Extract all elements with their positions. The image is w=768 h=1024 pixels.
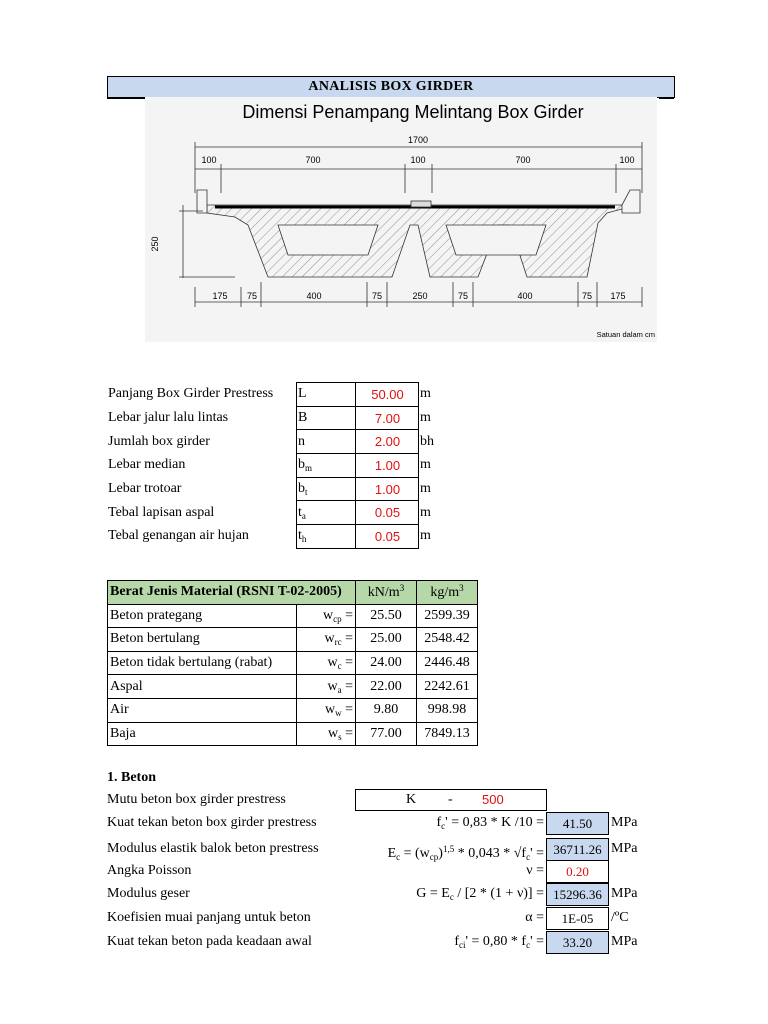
- param-unit: m: [420, 410, 431, 426]
- param-value[interactable]: 1.00: [356, 454, 419, 478]
- param-symbol: $b_t$: [297, 477, 356, 501]
- param-row: [107, 501, 450, 525]
- material-symbol: $w_{rc}$ =: [297, 628, 356, 652]
- beton-value[interactable]: 36711.26: [546, 838, 609, 861]
- param-label: Lebar jalur lalu lintas: [108, 410, 229, 426]
- beton-row: [107, 812, 707, 834]
- dim-top-4: 700: [515, 155, 531, 165]
- beton-unit: MPa: [611, 815, 638, 830]
- material-kg: 2548.42: [417, 628, 478, 652]
- material-row: [108, 722, 478, 746]
- cross-section-drawing: [145, 97, 657, 342]
- param-unit: m: [420, 457, 431, 473]
- material-kg: 2599.39: [417, 604, 478, 628]
- beton-row: [107, 931, 707, 953]
- param-value[interactable]: 0.05: [356, 501, 419, 525]
- beton-value[interactable]: 1E-05: [546, 907, 609, 930]
- header-underline-left: [107, 97, 145, 99]
- param-label: Tebal lapisan aspal: [108, 504, 215, 520]
- material-kg: 2242.61: [417, 675, 478, 699]
- param-label: Panjang Box Girder Prestress: [108, 386, 274, 402]
- beton-label: Modulus elastik balok beton prestress: [107, 841, 319, 856]
- beton-unit: MPa: [611, 934, 638, 949]
- material-symbol: $w_s$ =: [297, 722, 356, 746]
- material-kn: 24.00: [356, 651, 417, 675]
- param-symbol: $b_m$: [297, 454, 356, 478]
- header-underline-right: [659, 97, 674, 99]
- dim-top-5: 100: [619, 155, 635, 165]
- beton-value[interactable]: 33.20: [546, 931, 609, 954]
- material-name: Beton bertulang: [108, 628, 297, 652]
- param-row: [107, 383, 450, 407]
- material-kg: 2446.48: [417, 651, 478, 675]
- material-header-kg: $kg/m^3$: [417, 581, 478, 605]
- curb-left: [197, 190, 207, 213]
- material-kg: 7849.13: [417, 722, 478, 746]
- beton-value[interactable]: 0.20: [546, 860, 609, 883]
- material-symbol: $w_w$ =: [297, 698, 356, 722]
- beton-label: Kuat tekan beton pada keadaan awal: [107, 934, 312, 949]
- dim-bottom-9: 175: [610, 291, 626, 301]
- param-label: Lebar trotoar: [108, 481, 182, 497]
- material-row: [108, 675, 478, 699]
- beton-row: [107, 860, 707, 882]
- beton-label: Koefisien muai panjang untuk beton: [107, 910, 311, 925]
- param-label: Tebal genangan air hujan: [108, 528, 249, 544]
- material-symbol: $w_c$ =: [297, 651, 356, 675]
- param-row: [107, 525, 450, 549]
- param-unit: m: [420, 504, 431, 520]
- dim-top-2: 700: [305, 155, 321, 165]
- param-row: [107, 477, 450, 501]
- box-void-left: [278, 225, 378, 255]
- material-symbol: $w_a$ =: [297, 675, 356, 699]
- param-unit: bh: [420, 433, 434, 449]
- girder-section: [207, 205, 622, 277]
- beton-formula: ν =: [526, 863, 544, 878]
- beton-unit: MPa: [611, 886, 638, 901]
- material-kn: 25.50: [356, 604, 417, 628]
- param-value[interactable]: 7.00: [356, 406, 419, 430]
- mutu-k: K: [406, 792, 417, 807]
- material-row: [108, 628, 478, 652]
- param-label: Lebar median: [108, 457, 186, 473]
- material-kn: 9.80: [356, 698, 417, 722]
- param-value[interactable]: 0.05: [356, 525, 419, 549]
- material-name: Beton tidak bertulang (rabat): [108, 651, 297, 675]
- beton-unit: /ºC: [611, 910, 629, 925]
- dim-bottom-4: 75: [371, 291, 383, 301]
- param-symbol: L: [297, 383, 356, 407]
- beton-value[interactable]: 41.50: [546, 812, 609, 835]
- param-row: [107, 454, 450, 478]
- dim-total: 1700: [407, 135, 429, 145]
- material-kg: 998.98: [417, 698, 478, 722]
- dim-bottom-1: 175: [212, 291, 228, 301]
- dim-bottom-3: 400: [306, 291, 322, 301]
- material-weight-table: [107, 580, 478, 746]
- beton-formula: $E_c = (w_{cp})^{1,5} * 0,043 * √f_c'$ =: [387, 844, 544, 862]
- figure-title: Dimensi Penampang Melintang Box Girder: [242, 102, 584, 122]
- beton-formula: $G = E_c / [2 * (1 + \nu)]$ =: [416, 886, 544, 902]
- material-table-header: [108, 581, 478, 605]
- param-symbol: $t_h$: [297, 525, 356, 549]
- param-unit: m: [420, 386, 431, 402]
- beton-unit: MPa: [611, 841, 638, 856]
- mutu-label: Mutu beton box girder prestress: [107, 792, 286, 807]
- material-name: Baja: [108, 722, 297, 746]
- param-symbol: B: [297, 406, 356, 430]
- material-kn: 77.00: [356, 722, 417, 746]
- mutu-value: 500: [482, 792, 504, 807]
- beton-row: [107, 907, 707, 929]
- beton-section-title: 1. Beton: [107, 770, 156, 785]
- dim-top-1: 100: [201, 155, 217, 165]
- cross-section-figure: [145, 97, 657, 342]
- material-row: [108, 604, 478, 628]
- material-symbol: $w_{cp}$ =: [297, 604, 356, 628]
- material-kn: 22.00: [356, 675, 417, 699]
- material-kn: 25.00: [356, 628, 417, 652]
- material-header-title: Berat Jenis Material (RSNI T-02-2005): [108, 581, 356, 605]
- param-unit: m: [420, 528, 431, 544]
- beton-value[interactable]: 15296.36: [546, 883, 609, 906]
- material-name: Beton prategang: [108, 604, 297, 628]
- material-row: [108, 698, 478, 722]
- material-header-kn: $kN/m^3$: [356, 581, 417, 605]
- parameter-table: [107, 382, 450, 549]
- beton-formula: $f_{ci}' = 0,80 * f_c'$ =: [454, 934, 544, 950]
- curb-right: [622, 190, 640, 213]
- dim-bottom-2: 75: [246, 291, 258, 301]
- dim-bottom-8: 75: [581, 291, 593, 301]
- median-block: [411, 201, 431, 207]
- beton-row: [107, 883, 707, 905]
- param-value[interactable]: 50.00: [356, 383, 419, 407]
- param-row: [107, 406, 450, 430]
- mutu-box[interactable]: [355, 789, 547, 811]
- mutu-dash: -: [448, 792, 453, 807]
- beton-row: [107, 838, 707, 860]
- box-void-right: [446, 225, 546, 255]
- param-row: [107, 430, 450, 454]
- param-symbol: $t_a$: [297, 501, 356, 525]
- beton-label: Kuat tekan beton box girder prestress: [107, 815, 317, 830]
- param-unit: m: [420, 481, 431, 497]
- beton-label: Modulus geser: [107, 886, 190, 901]
- param-value[interactable]: 1.00: [356, 477, 419, 501]
- beton-formula: α =: [525, 910, 544, 925]
- dim-height: 250: [150, 236, 160, 252]
- section-header: ANALISIS BOX GIRDER: [107, 76, 675, 98]
- units-note: Satuan dalam cm: [596, 330, 655, 339]
- param-symbol: n: [297, 430, 356, 454]
- dim-bottom-5: 250: [412, 291, 428, 301]
- param-value[interactable]: 2.00: [356, 430, 419, 454]
- dim-bottom-7: 400: [517, 291, 533, 301]
- material-name: Air: [108, 698, 297, 722]
- beton-label: Angka Poisson: [107, 863, 192, 878]
- dim-bottom-6: 75: [457, 291, 469, 301]
- param-label: Jumlah box girder: [108, 433, 210, 449]
- beton-formula: $f_c' = 0,83 * K$ /10 =: [436, 815, 544, 831]
- material-row: [108, 651, 478, 675]
- material-name: Aspal: [108, 675, 297, 699]
- dim-top-3: 100: [410, 155, 426, 165]
